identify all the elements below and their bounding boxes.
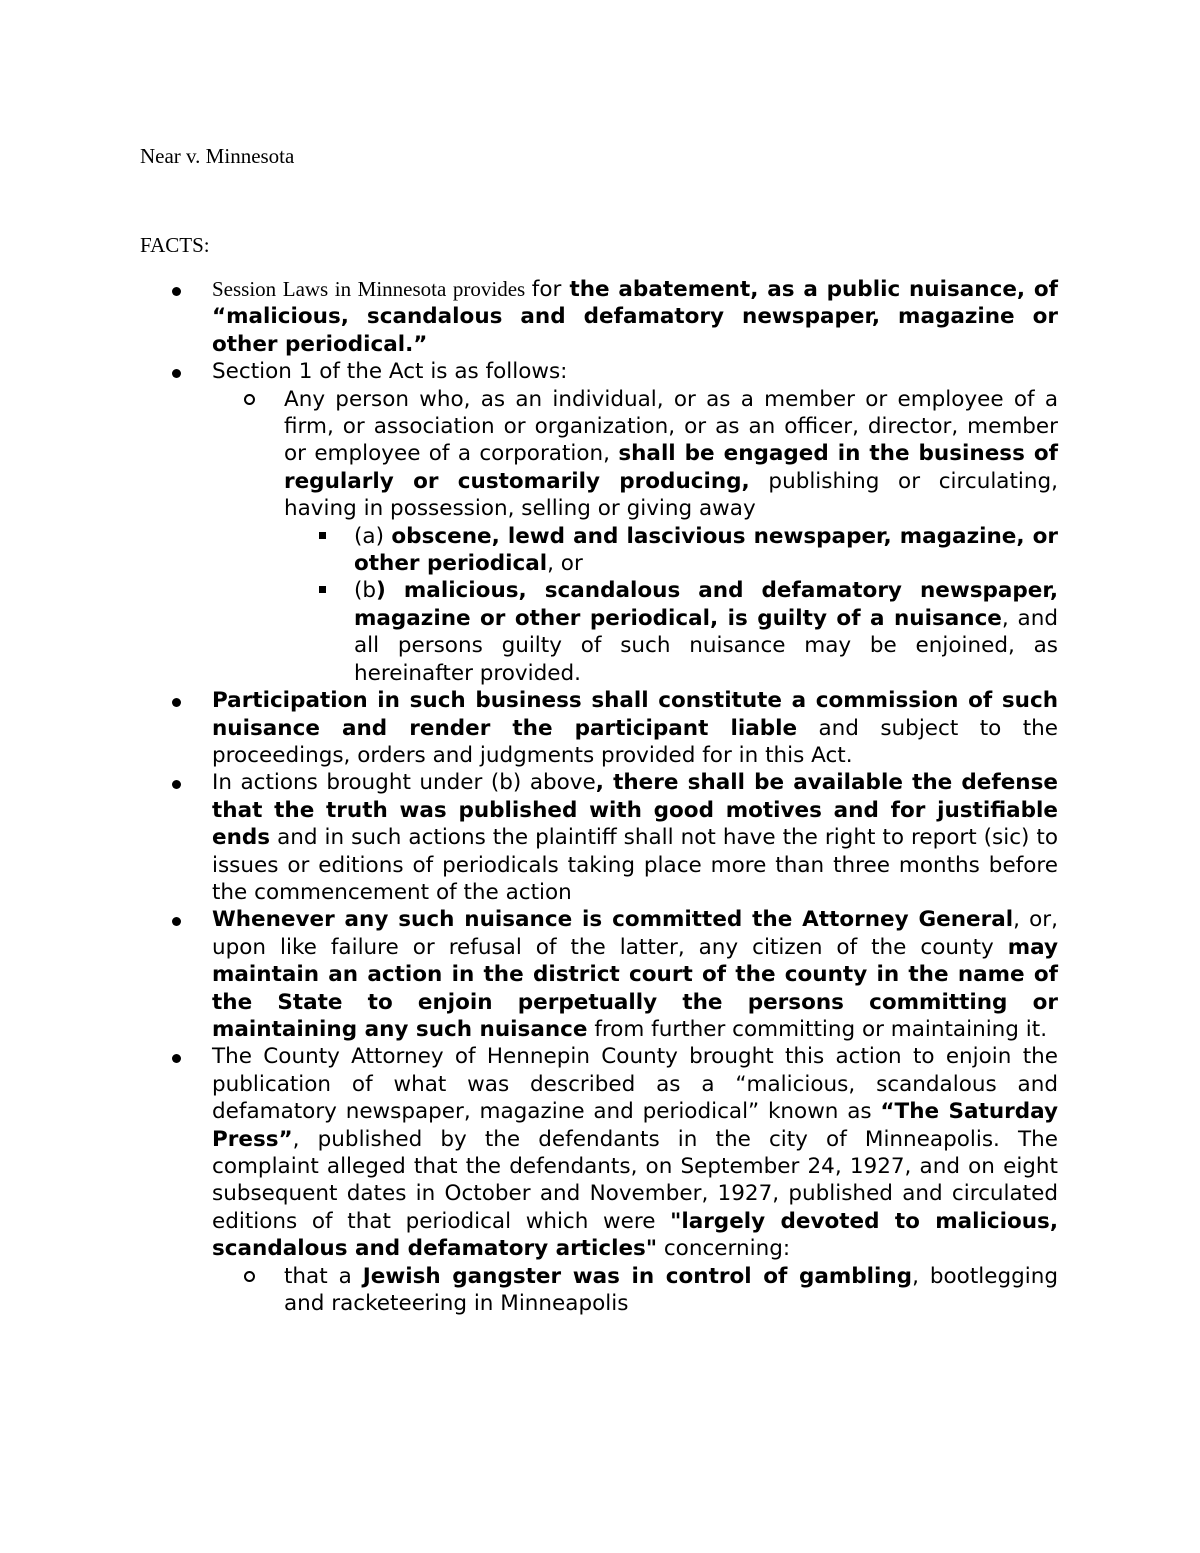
bullet-icon [172, 917, 181, 926]
bold-run: may maintain an action in the district court of the county in the name of the State to enjoin perpetually the persons committing or maintaining any such nuisance [212, 934, 1058, 1042]
text-run: , bootlegging and racketeering in Minneapolis [284, 1263, 1058, 1317]
list-item [212, 769, 1058, 906]
document-title: Near v. Minnesota [140, 144, 295, 168]
text-run: for [531, 277, 570, 302]
text-run: , and all persons guilty of such nuisance may be enjoined, as hereinafter provided. [354, 605, 1058, 686]
bullet-icon [172, 780, 181, 789]
list-item [354, 577, 1058, 687]
sub-list [212, 1263, 1058, 1318]
text-run: (b [354, 578, 377, 604]
list-item [212, 276, 1058, 358]
text-run: The County Attorney of Hennepin County brought this action to enjoin the publication of what was described as a “malicious, scandalous and defamatory newspaper, magazine and periodical” known as [212, 1044, 1058, 1125]
text-run: , published by the defendants in the city of Minneapolis. The complaint alleged that the defendants, on September 24, 1927, and on eight subsequent dates in October and November, 1927, published and circulated editions of that periodical which were [212, 1126, 1058, 1234]
text-run: , or, upon like failure or refusal of the latter, any citizen of the county [212, 907, 1058, 960]
text-run: Session Laws in Minnesota provides [212, 277, 532, 301]
hollow-bullet-icon [244, 394, 255, 405]
bold-run: obscene, lewd and lascivious newspaper, magazine, or other periodical [354, 523, 1058, 577]
list-item [212, 358, 1058, 687]
bold-run: ) malicious, scandalous and defamatory newspaper, magazine or other periodical, is guilty of a nuisance [354, 578, 1058, 631]
square-bullet-icon [319, 532, 326, 539]
text-run: , or [547, 551, 583, 577]
square-bullet-icon [319, 586, 326, 593]
list-item [212, 906, 1058, 1043]
text-run: publishing or circulating, having in possession, selling or giving away [284, 468, 1058, 522]
text-run: and subject to the proceedings, orders and judgments provided for in this Act. [212, 715, 1058, 768]
list-item [284, 1263, 1058, 1318]
bold-run: "largely devoted to malicious, scandalous and defamatory articles" [212, 1208, 1058, 1262]
text-run: Any person who, as an individual, or as a member or employee of a firm, or association or organization, or as an officer, director, member or employee of a corporation, [284, 386, 1058, 467]
sub-list [212, 386, 1058, 687]
bold-run: Jewish gangster was in control of gambling [362, 1263, 913, 1289]
list-item [212, 687, 1058, 769]
list-item [212, 1043, 1058, 1317]
bullet-icon [172, 369, 181, 378]
bullet-icon [172, 1054, 181, 1063]
bold-run: the abatement, as a public nuisance, of “malicious, scandalous and defamatory newspaper, magazine or other periodical.” [212, 277, 1058, 357]
text-run: that a [284, 1263, 363, 1289]
facts-heading: FACTS: [140, 233, 210, 257]
bold-run: “The Saturday Press” [212, 1099, 1058, 1152]
text-run: Section 1 of the Act is as follows: [212, 359, 568, 385]
bullet-icon [172, 287, 181, 296]
text-run: and in such actions the plaintiff shall not have the right to report (sic) to issues or editions of periodicals taking place more than three months before the commencement of the action [212, 825, 1058, 905]
list-item [354, 523, 1058, 578]
document-body [0, 276, 1200, 1317]
bullet-icon [172, 698, 181, 707]
text-run: from further committing or maintaining it. [587, 1016, 1048, 1042]
bold-run: Participation in such business shall constitute a commission of such nuisance and render the participant liable [212, 688, 1058, 741]
bold-run: Whenever any such nuisance is committed the Attorney General [212, 907, 1014, 933]
bold-run: shall be engaged in the business of regularly or customarily producing, [284, 441, 1058, 494]
facts-list [0, 276, 1200, 1317]
text-run: In actions brought under (b) above [212, 770, 596, 796]
bold-run: , there shall be available the defense that the truth was published with good motives and for justifiable ends [212, 770, 1058, 851]
text-run: concerning: [657, 1236, 791, 1262]
text-run: (a) [354, 523, 392, 549]
hollow-bullet-icon [244, 1271, 255, 1282]
sub-sub-list [284, 523, 1058, 687]
list-item [284, 386, 1058, 687]
